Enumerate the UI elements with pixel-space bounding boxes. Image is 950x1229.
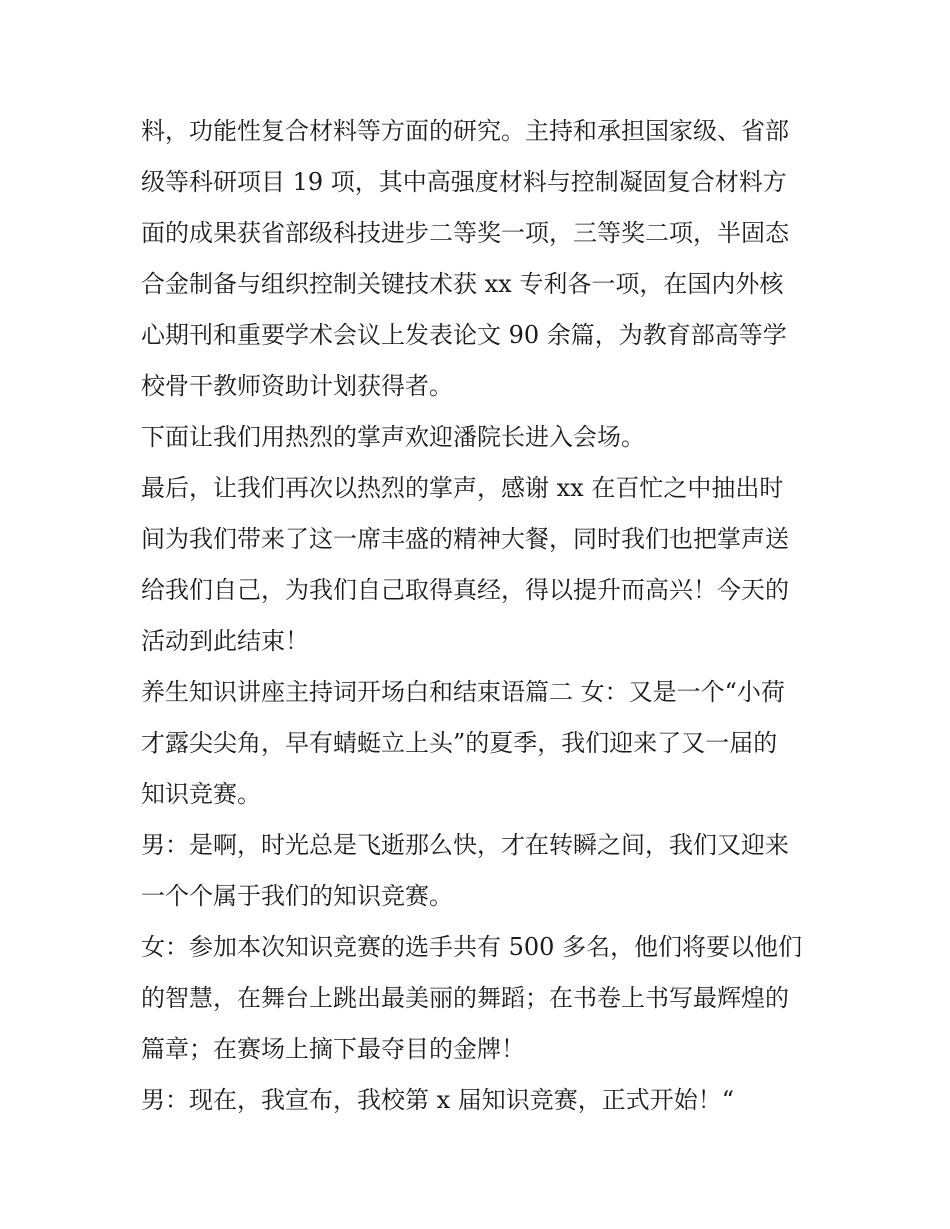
text-line: 活动到此结束！ bbox=[141, 627, 309, 655]
document-body bbox=[141, 106, 821, 1126]
text-line: 的智慧，在舞台上跳出最美丽的舞蹈；在书卷上书写最辉煌的 bbox=[141, 984, 789, 1012]
text-line: 最后，让我们再次以热烈的掌声，感谢 xx 在百忙之中抽出时 bbox=[141, 474, 784, 502]
text-line: 知识竞赛。 bbox=[141, 780, 261, 808]
text-line: 间为我们带来了这一席丰盛的精神大餐，同时我们也把掌声送 bbox=[141, 525, 789, 553]
text-line: 合金制备与组织控制关键技术获 xx 专利各一项，在国内外核 bbox=[141, 270, 784, 298]
text-line: 女：参加本次知识竞赛的选手共有 500 多名，他们将要以他们 bbox=[141, 933, 803, 961]
text-line: 心期刊和重要学术会议上发表论文 90 余篇，为教育部高等学 bbox=[141, 321, 787, 349]
text-line: 才露尖尖角，早有蜻蜓立上头”的夏季，我们迎来了又一届的 bbox=[141, 729, 778, 757]
text-line: 料，功能性复合材料等方面的研究。主持和承担国家级、省部 bbox=[141, 117, 789, 145]
text-line: 篇章；在赛场上摘下最夺目的金牌！ bbox=[141, 1035, 525, 1063]
text-line: 一个个属于我们的知识竞赛。 bbox=[141, 882, 453, 910]
text-line: 男：现在，我宣布，我校第 x 届知识竞赛，正式开始！“ bbox=[141, 1086, 735, 1114]
text-line: 面的成果获省部级科技进步二等奖一项，三等奖二项，半固态 bbox=[141, 219, 789, 247]
text-line: 级等科研项目 19 项，其中高强度材料与控制凝固复合材料方 bbox=[141, 168, 787, 196]
text-line: 养生知识讲座主持词开场白和结束语篇二 女：又是一个“小荷 bbox=[141, 678, 785, 706]
text-line: 校骨干教师资助计划获得者。 bbox=[141, 372, 453, 400]
text-line: 男：是啊，时光总是飞逝那么快，才在转瞬之间，我们又迎来 bbox=[141, 831, 789, 859]
text-line: 下面让我们用热烈的掌声欢迎潘院长进入会场。 bbox=[141, 423, 645, 451]
text-line: 给我们自己，为我们自己取得真经，得以提升而高兴！今天的 bbox=[141, 576, 789, 604]
